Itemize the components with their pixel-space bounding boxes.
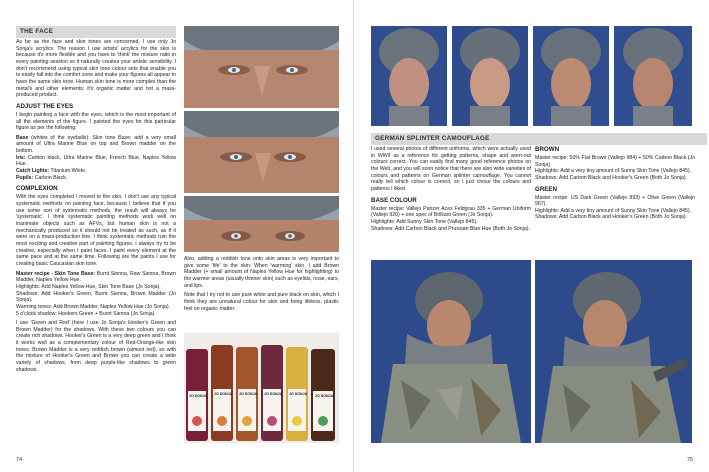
eyes-base-label: Base (16, 134, 29, 141)
base-colour-heading: BASE COLOUR (371, 196, 417, 204)
right-page (355, 0, 709, 472)
white-black-paragraph: Note that I try not to use pure white and pure black on skin, which I think they are unnatural colour for skin and bring lifeless, plastic feel on organic matter. (184, 292, 339, 312)
page-number-left: 74 (16, 456, 23, 463)
bust-photo-side (535, 260, 692, 443)
bottle-label-3: JO SONJA (239, 392, 258, 396)
bottle-label-6: JO SONJA (315, 394, 334, 398)
brown-highlights: Highlights: Add a very tiny amount of Sunny Skin Tone (Vallejo 845). (535, 168, 692, 175)
eyes-catch-label: Catch Lights: (16, 168, 50, 175)
base-recipe: Master recipe: Vallejo Panzer Aces Feldgrau 335 + German Uniform (Vallejo 920) + one spec of Brilliant Green (Jo Sonja). (371, 205, 531, 219)
complexion-paragraph: With the eyes completed I moved to the skin. I don't use any typical systematic methods on painting face, because I believe that if you use some sort of systematic methods, the result will always be 'systematic'. I think systematic painting methods work well on inanimate objects such as AFVs, but human skin is not a mechanically produced so it should not be treated as such, as if it were on a mass-production line. I think systematic methods ruin the most exciting and creative part of painting figures. I always try to be creative, especially when I paint faces. I paint every element at the same pace and at the same time. Following are the paints I use for creating basic Caucasian skin tone. (16, 194, 176, 267)
eyes-pupils-label: Pupils: (16, 174, 34, 181)
green-heading: GREEN (535, 185, 558, 193)
progress-photo-2 (452, 26, 528, 126)
eyes-catch: Titanium White. (49, 168, 87, 175)
eyes-iris: Carbon black, Ultra Marine Blue, French Blue, Naples Yellow Hue. (16, 154, 176, 168)
recipe-highlights: Highlights: Add Naples Yellow Hue, Skin Tone Base (Jo Sonja). (16, 283, 161, 290)
eyes-base: (whites of the eyeballs): Skin tone Base; add a very small amount of Ultra Marine Blue on top and Brown madder on the bottom. (16, 134, 176, 155)
bottle-label-4: JO SONJA (264, 392, 283, 396)
skin-recipe (16, 271, 176, 318)
brown-recipe (535, 155, 695, 182)
left-page (0, 0, 354, 472)
camouflage-intro: I used several photos of different uniforms, which were actually used in WWII as a reference for getting patterns, shape and worn-out colours correct. You can easily find many good reference photos on the Web, and you will soon notice that there are also wide varieties of colours and patterns on German splinter camouflage. You cannot really tell which colour is correct, so I just chose the colours and patterns I liked. (371, 146, 531, 192)
section-title-camouflage: GERMAN SPLINTER CAMOUFLAGE (371, 133, 707, 145)
intro-paragraph: As far as the face and skin tones are concerned, I use only Jo Sonja's acrylics. The reason I use artists' acrylics for the skin is because it's more flexible and you have to 'think' the mixture ratio in every painting session so it naturally creates your artistic sensibility. I don't recommend using typical skin tone colour sets that enable you to easily fall into the comfort zone and make your figures all appear to have the same skin tone. Human skin tone is more complex than the metal's and other elements; it's organic matter and not a mass-produced product. (16, 39, 176, 99)
green-highlights: Highlights: Add a very tiny amount of Sunny Skin Tone (Vallejo 845). (535, 207, 692, 214)
bottle-label-5: JO SONJA (289, 392, 308, 396)
base-highlights: Highlights: Add Sunny Skin Tone (Vallejo 845). (371, 218, 478, 225)
bottle-label-1: JO SONJA (189, 394, 208, 398)
brown-heading: BROWN (535, 146, 560, 153)
brown-master: Master recipe: 50% Flat Brown (Vallejo 984) + 50% Carbon Black (Jo Sonja). (535, 154, 695, 168)
complexion-heading: COMPLEXION (16, 185, 58, 193)
mid-text-column (184, 256, 339, 315)
face-photo-1 (184, 26, 339, 108)
progress-photo-3 (533, 26, 609, 126)
bottle-label-2: JO SONJA (214, 392, 233, 396)
recipe-label: Master recipe - Skin Tone Base: (16, 270, 96, 277)
bust-photo-front (371, 260, 531, 443)
section-title-face: THE FACE (16, 26, 176, 38)
right-text-column-1 (371, 146, 531, 235)
green-red-paragraph: I use 'Green and Red' (here I use Jo Sonja's Hooker's Green and Brown Madder) for the shadows. With these two colours you can create rich shadows. Hooker's Green is a very deep green and I think it works well as a complementary colour of Red-Orange-like skin tones. Brown Madder is a very reddish brown (almost red), so with the mixture of Hooker's Green and Brown you can create a wide variety of shadows, from deep purple-like shadows to green shadows. (16, 320, 176, 373)
face-photo-2 (184, 111, 339, 193)
progress-photo-4 (614, 26, 692, 126)
eyes-recipe (16, 135, 176, 182)
right-text-column-2 (535, 146, 695, 224)
eyes-heading: ADJUST THE EYES (16, 102, 74, 110)
eyes-pupils: Carbon Black. (33, 174, 68, 181)
paint-bottles-photo (184, 333, 339, 443)
green-shadows: Shadows: Add Carbon Black and Hooker's Green (Both Jo Sonja). (535, 214, 688, 221)
recipe-5oclock: 5 o'clock shadow: Hookers Green + Burnt Sienna (Jo Sonja). (16, 310, 156, 317)
eyes-iris-label: Iris: (16, 154, 26, 161)
eyes-paragraph: I begin painting a face with the eyes, which is the most important of all the elements of the figure. I painted the eyes for this particular figure as per the following: (16, 111, 176, 132)
base-shadows: Shadows: Add Carbon Black and Prussian Blue Hue (Both Jo Sonja). (371, 225, 530, 232)
warming-paragraph: Also, adding a reddish tone onto skin areas is very important to give some 'life' to the skin. When 'warming' skin, I add Brown Madder (+ small amount of Naples Yellow Hue for highlighting) to the warmer areas (usually thinner skin) such as eyelids, nose, ears, and lips. (184, 256, 339, 289)
face-photo-3 (184, 196, 339, 252)
progress-photo-1 (371, 26, 447, 126)
brown-shadows: Shadows: Add Carbon Black and Hooker's Green (Both Jo Sonja). (535, 174, 688, 181)
green-recipe (535, 195, 695, 222)
green-master: Master recipe: US Dark Green (Vallejo 893) + Olive Green (Vallejo 967). (535, 194, 695, 208)
page-number-right: 75 (686, 456, 693, 463)
recipe-warming: Warming tones: Add Brown Madder, Naples Yellow Hue (Jo Sonja). (16, 303, 171, 310)
recipe: Burnt Sienna, Raw Sienna, Brown Madder, Naples Yellow Hue. (16, 270, 176, 284)
left-text-column (16, 39, 176, 376)
recipe-shadows: Shadows: Add Hooker's Green, Burnt Sienna, Brown Madder (Jo Sonja). (16, 290, 176, 304)
base-colour-recipe (371, 206, 531, 233)
